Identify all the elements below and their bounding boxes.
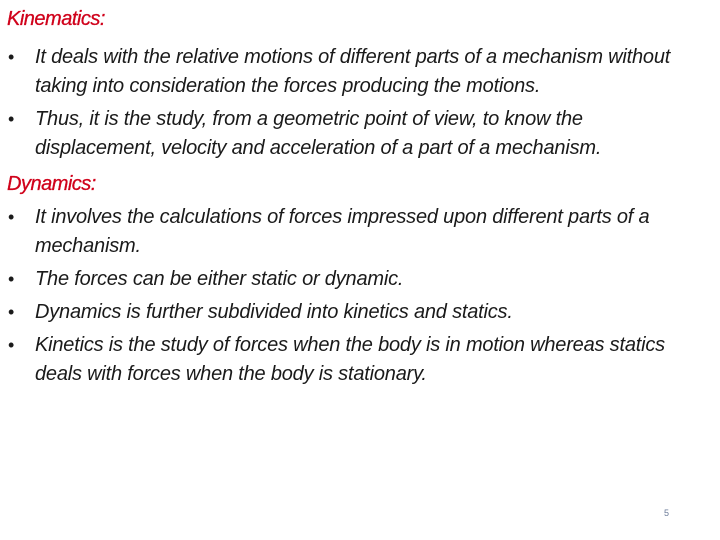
dynamics-bullet-list xyxy=(0,203,700,389)
bullet-text: Thus, it is the study, from a geometric point of view, to know the displacement, velocity and acceleration of a part of a mechanism. xyxy=(35,108,602,159)
kinematics-heading: Kinematics: xyxy=(7,8,105,30)
list-item xyxy=(0,331,700,389)
list-item xyxy=(0,203,700,261)
list-item xyxy=(0,105,700,163)
list-item xyxy=(0,298,700,327)
bullet-icon: • xyxy=(8,207,15,227)
dynamics-heading: Dynamics: xyxy=(7,173,96,195)
bullet-text: Kinetics is the study of forces when the body is in motion whereas statics deals with forces when the body is stationary. xyxy=(35,334,665,385)
bullet-text: The forces can be either static or dynamic. xyxy=(35,268,404,290)
bullet-icon: • xyxy=(8,109,15,129)
bullet-icon: • xyxy=(8,335,15,355)
list-item xyxy=(0,43,700,101)
slide-number: 5 xyxy=(664,508,670,518)
bullet-text: It involves the calculations of forces impressed upon different parts of a mechanism. xyxy=(35,206,650,257)
bullet-text: Dynamics is further subdivided into kinetics and statics. xyxy=(35,301,513,323)
list-item xyxy=(0,265,700,294)
bullet-icon: • xyxy=(8,302,15,322)
bullet-icon: • xyxy=(8,269,15,289)
bullet-icon: • xyxy=(8,47,15,67)
kinematics-bullet-list xyxy=(0,43,700,163)
bullet-text: It deals with the relative motions of different parts of a mechanism without taking into consideration the forces producing the motions. xyxy=(35,46,671,97)
